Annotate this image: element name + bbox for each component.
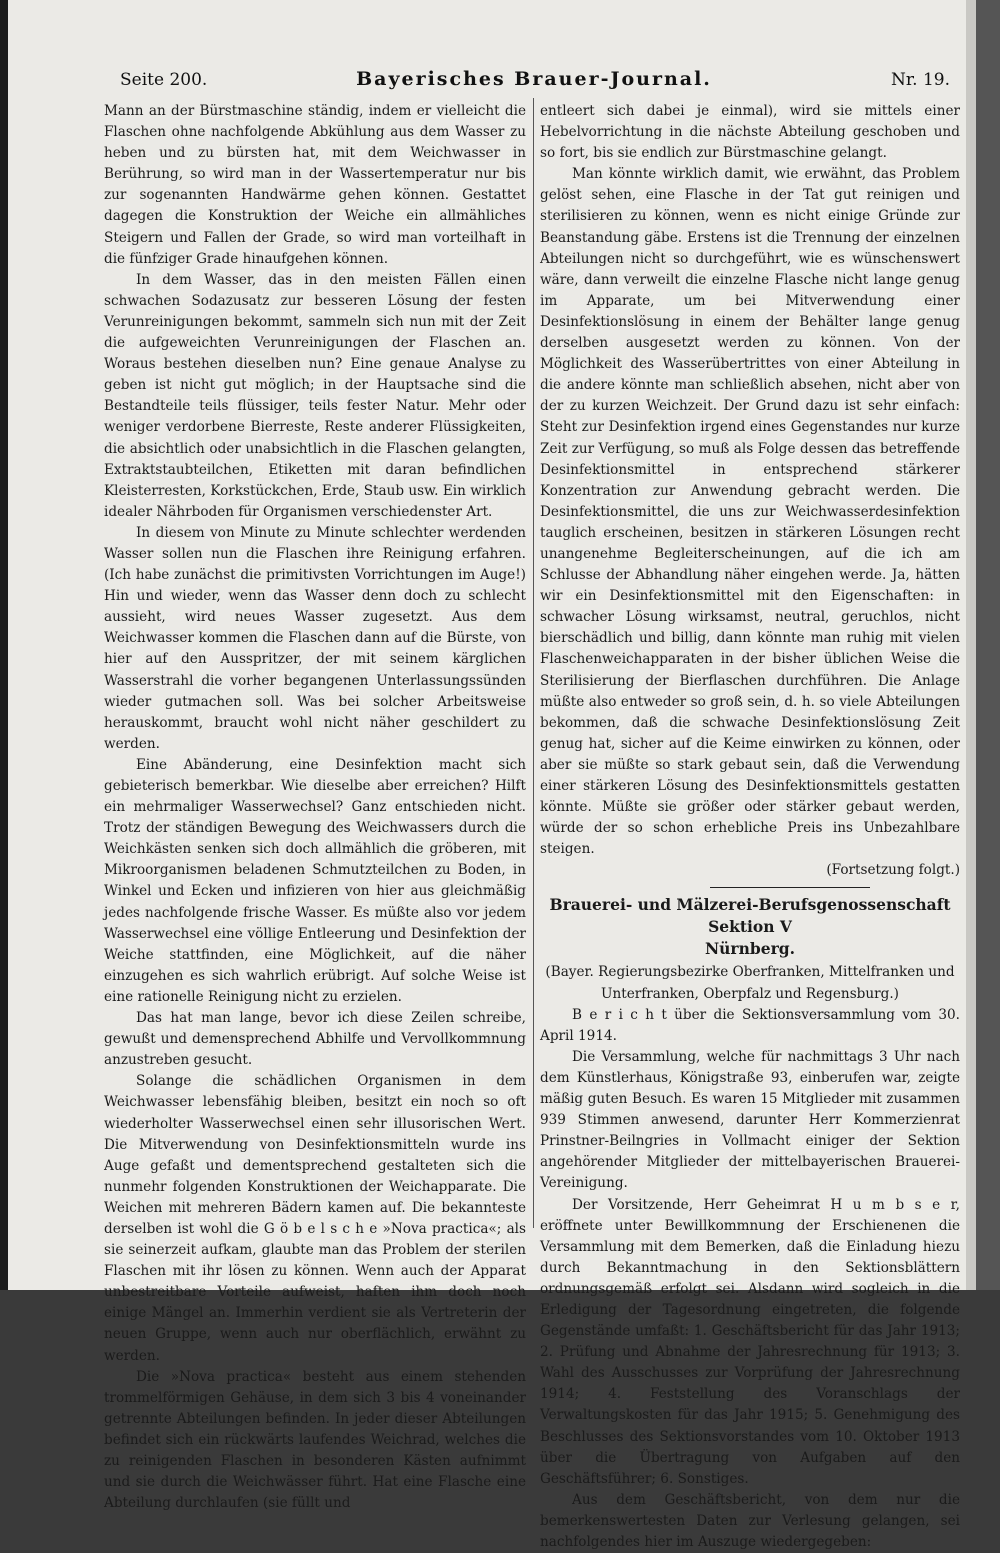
- section-heading-line2: Nürnberg.: [705, 939, 795, 959]
- paragraph: Solange die schädlichen Organismen in dem Weichwasser lebensfähig bleiben, besitzt ein noch so oft wiederholter Wasserwechsel einen sehr illusorischen Wert. Die Mitverwendung von Desinfektionsmitteln wurde ins Auge gefaßt und dementsprechend gestalteten sich die nunmehr folgenden Konstruktionen der Weichapparate. Die Weichen mit mehreren Bädern kamen auf. Die bekannteste derselben ist wohl die G ö b e l s c h e »Nova practica«; als sie seinerzeit aufkam, glaubte man das Problem der sterilen Flaschen mit ihr lösen zu können. Wenn auch der Apparat unbestreitbare Vorteile aufweist, haften ihm doch noch einige Mängel an. Immerhin verdient sie als Vertreterin der neuen Gruppe, wenn auch nur oberflächlich, erwähnt zu werden.: [104, 1073, 526, 1364]
- paragraph: Die Versammlung, welche für nachmittags 3 Uhr nach dem Künstlerhaus, Königstraße 93, einberufen war, zeigte mäßig guten Besuch. Es waren 15 Mitglieder mit zusammen 939 Stimmen anwesend, darunter Herr Kommerzienrat Prinstner-Beilngries in Vollmacht einiger der Sektion angehörender Mitglieder der mittelbayerischen Brauerei-Vereinigung.: [540, 1048, 960, 1192]
- paragraph: In dem Wasser, das in den meisten Fällen einen schwachen Sodazusatz zur besseren Lösung der festen Verunreinigungen bekommt, sammeln sich nun mit der Zeit die aufgeweichten Verunreinigungen der Flaschen an. Woraus bestehen dieselben nun? Eine genaue Analyse zu geben ist nicht gut möglich; in der Hauptsache sind die Bestandteile teils flüssiger, teils fester Natur. Mehr oder weniger verdorbene Bierreste, Reste anderer Flüssigkeiten, die absichtlich oder unabsichtlich in die Flaschen gelangten, Extraktstaubteilchen, Etiketten mit daran befindlichen Kleisterresten, Korkstückchen, Erde, Staub usw. Ein wirklich idealer Nährboden für Organismen verschiedenster Art.: [104, 271, 526, 520]
- paragraph: entleert sich dabei je einmal), wird sie mittels einer Hebelvorrichtung in die nächste Abteilung geschoben und so fort, bis sie endlich zur Bürstmaschine gelangt.: [540, 103, 960, 162]
- paragraph: Eine Abänderung, eine Desinfektion macht sich gebieterisch bemerkbar. Wie dieselbe aber erreichen? Hilft ein mehrmaliger Wasserwechsel? Ganz entschieden nicht. Trotz der ständigen Bewegung des Weichwassers durch die Weichkästen senken sich doch allmählich die gröberen, mit Mikroorganismen beladenen Schmutzteilchen zu Boden, in Winkel und Ecken und infizieren von hier aus gleichmäßig jedes nachfolgende frische Wasser. Es müßte also vor jedem Wasserwechsel eine völlige Entleerung und Desinfektion der Weiche stattfinden, eine Möglichkeit, auf die näher einzugehen es sich wahrlich erübrigt. Auf solche Weise ist eine rationelle Reinigung nicht zu erzielen.: [104, 756, 526, 1005]
- paragraph: Die »Nova practica« besteht aus einem stehenden trommelförmigen Gehäuse, in dem sich 3 bis 4 voneinander getrennte Abteilungen befinden. In jeder dieser Abteilungen befindet sich ein rückwärts laufendes Weichrad, welches die zu reinigenden Flaschen in besonderen Kästen aufnimmt und sie durch die Weichwässer führt. Hat eine Flasche eine Abteilung durchlaufen (sie füllt und: [104, 1368, 526, 1512]
- page-edge: [966, 0, 976, 1290]
- section-subtitle: (Bayer. Regierungsbezirke Oberfranken, Mittelfranken und Unterfranken, Oberpfalz und Regensburg.): [545, 964, 955, 1002]
- left-column: [104, 101, 526, 1514]
- section-rule: [710, 887, 870, 888]
- paragraph: Aus dem Geschäftsbericht, von dem nur die bemerkenswertesten Daten zur Verlesung gelangen, sei nachfolgendes hier im Auszuge wiedergegeben:: [540, 1491, 960, 1550]
- issue-number: Nr. 19.: [891, 70, 950, 90]
- paragraph: Der Vorsitzende, Herr Geheimrat H u m b s e r, eröffnete unter Bewillkommnung der Erschienenen die Versammlung mit dem Bemerken, daß die Einladung hiezu durch Bekanntmachung in den Sektionsblättern ordnungsgemäß erfolgt sei. Alsdann wird sogleich in die Erledigung der Tagesordnung eingetreten, die folgende Gegenstände umfaßt: 1. Geschäftsbericht für das Jahr 1913; 2. Prüfung und Abnahme der Jahresrechnung für 1913; 3. Wahl des Ausschusses zur Vorprüfung der Jahresrechnung 1914; 4. Feststellung des Voranschlags der Verwaltungskosten für das Jahr 1915; 5. Genehmigung des Beschlusses des Sektionsvorstandes vom 10. Oktober 1913 über die Übertragung von Aufgaben auf den Geschäftsführer; 6. Sonstiges.: [540, 1196, 960, 1487]
- paragraph: Mann an der Bürstmaschine ständig, indem er vielleicht die Flaschen ohne nachfolgende Abkühlung aus dem Wasser zu heben und zu bürsten hat, mit dem Weichwasser in Berührung, so wird man in der Wassertemperatur nur bis zur sogenannten Handwärme gehen können. Gestattet dagegen die Konstruktion der Weiche ein allmähliches Steigern und Fallen der Grade, so wird man vorteilhaft in die fünfziger Grade hinaufgehen können.: [104, 103, 526, 267]
- page-number: Seite 200.: [120, 70, 208, 90]
- section-heading: [540, 894, 960, 960]
- book-edge: [976, 0, 1000, 1290]
- column-divider: [533, 98, 534, 1228]
- section-heading-line1: Brauerei- und Mälzerei-Berufsgenossenschaft Sektion V: [549, 895, 951, 937]
- page-header: [110, 66, 958, 96]
- right-column: [540, 101, 960, 1553]
- paragraph: Das hat man lange, bevor ich diese Zeilen schreibe, gewußt und demensprechend Abhilfe und Vervollkommnung anzustreben gesucht.: [104, 1010, 526, 1069]
- paragraph: Man könnte wirklich damit, wie erwähnt, das Problem gelöst sehen, eine Flasche in der Tat gut reinigen und sterilisieren zu können, wenn es nicht einige Gründe zur Beanstandung gäbe. Erstens ist die Trennung der einzelnen Abteilungen nicht so durchgeführt, wie es wünschenswert wäre, dann verweilt die einzelne Flasche nicht lange genug im Apparate, um bei Mitverwendung einer Desinfektionslösung in einem der Behälter lange genug derselben ausgesetzt werden zu können. Von der Möglichkeit des Wasserübertrittes von einer Abteilung in die andere könnte man schließlich absehen, nicht aber von der zu kurzen Weichzeit. Der Grund dazu ist sehr einfach: Steht zur Desinfektion irgend eines Gegenstandes nur kurze Zeit zur Verfügung, so muß als Folge dessen das betreffende Desinfektionsmittel in entsprechend stärkerer Konzentration zur Anwendung gebracht werden. Die Desinfektionsmittel, die uns zur Weichwasserdesinfektion tauglich erscheinen, besitzen in stärkeren Lösungen recht unangenehme Begleiterscheinungen, auf die ich am Schlusse der Abhandlung näher eingehen werde. Ja, hätten wir ein Desinfektionsmittel mit den Eigenschaften: in schwacher Lösung wirksamst, neutral, geruchlos, nicht bierschädlich und billig, dann könnte man ruhig mit vielen Flaschenweichapparaten in der bisher üblichen Weise die Sterilisierung der Bierflaschen durchführen. Die Anlage müßte also entweder so groß sein, d. h. so viele Abteilungen bekommen, daß die schwache Desinfektionslösung Zeit genug hat, sicher auf die Keime einwirken zu können, oder aber sie müßte so stark gebaut sein, daß die Verwendung einer stärkeren Lösung des Desinfektionsmittels gestatten könnte. Müßte sie größer oder stärker gebaut werden, würde der so schon erhebliche Preis ins Unbezahlbare steigen.: [540, 166, 960, 858]
- book-binding: [0, 0, 8, 1290]
- continued-note: (Fortsetzung folgt.): [826, 862, 960, 879]
- paragraph: B e r i c h t über die Sektionsversammlung vom 30. April 1914.: [540, 1006, 960, 1044]
- journal-title: Bayerisches Brauer-Journal.: [356, 68, 712, 90]
- paragraph: In diesem von Minute zu Minute schlechter werdenden Wasser sollen nun die Flaschen ihre Reinigung erfahren. (Ich habe zunächst die primitivsten Vorrichtungen im Auge!) Hin und wieder, wenn das Wasser denn doch zu schlecht aussieht, wird neues Wasser zugesetzt. Aus dem Weichwasser kommen die Flaschen dann auf die Bürste, von hier auf den Ausspritzer, der mit seinem kärglichen Wasserstrahl die vorher begangenen Unterlassungssünden wieder gutmachen soll. Was bei solcher Arbeitsweise herauskommt, braucht wohl nicht näher geschildert zu werden.: [104, 524, 526, 752]
